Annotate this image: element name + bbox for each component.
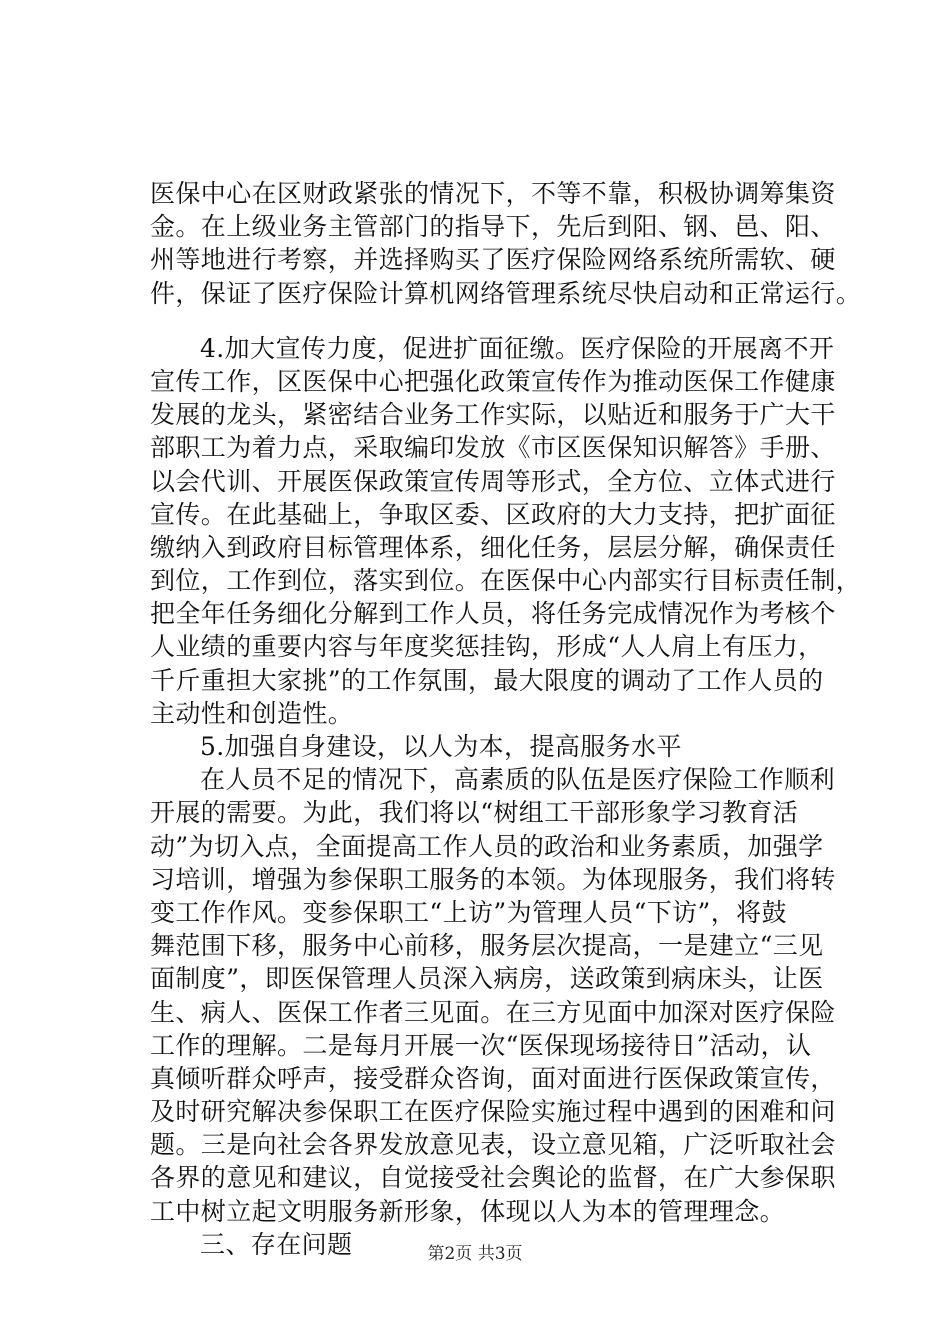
text-line: 面制度”，即医保管理人员深入病房，送政策到病床头，让医	[150, 964, 824, 994]
paragraph-gap	[150, 310, 850, 332]
text-line: 部职工为着力点，采取编印发放《市区医保知识解答》手册、	[150, 433, 836, 463]
document-body	[150, 177, 862, 1261]
heading-self-building: 5.加强自身建设，以人为本，提高服务水平	[200, 732, 682, 761]
text-line: 州等地进行考察，并选择购买了医疗保险网络系统所需软、硬	[150, 245, 836, 275]
text-line: 到位，工作到位，落实到位。在医保中心内部实行目标责任制，	[150, 566, 862, 596]
text-line: 医保中心在区财政紧张的情况下，不等不靠，积极协调筹集资	[150, 179, 836, 208]
text-line: 变工作作风。变参保职工“上访”为管理人员“下访”，将鼓	[150, 897, 787, 927]
text-line: 开展的需要。为此，我们将以“树组工干部形象学习教育活	[150, 798, 799, 828]
text-line: 4.加大宣传力度，促进扩面征缴。医疗保险的开展离不开	[200, 333, 835, 363]
text-line: 人业绩的重要内容与年度奖惩挂钩，形成“人人肩上有压力，	[150, 632, 824, 662]
paragraph-publicity	[150, 332, 862, 730]
text-line: 把全年任务细化分解到工作人员，将任务完成情况作为考核个	[150, 599, 836, 629]
text-line: 工中树立起文明服务新形象，体现以人为本的管理理念。	[150, 1196, 786, 1226]
text-line: 在人员不足的情况下，高素质的队伍是医疗保险工作顺利	[200, 765, 836, 795]
text-line: 件，保证了医疗保险计算机网络管理系统尽快启动和正常运行。	[150, 278, 862, 308]
section-heading-problems: 三、存在问题	[200, 1229, 353, 1259]
text-line: 生、病人、医保工作者三见面。在三方见面中加深对医疗保险	[150, 997, 836, 1027]
text-line: 宣传。在此基础上，争取区委、区政府的大力支持，把扩面征	[150, 499, 836, 529]
paragraph-service	[150, 763, 850, 1228]
text-line: 发展的龙头，紧密结合业务工作实际，以贴近和服务于广大干	[150, 400, 836, 430]
text-line: 金。在上级业务主管部门的指导下，先后到阳、钢、邑、阳、	[150, 212, 836, 242]
text-line: 工作的理解。二是每月开展一次“医保现场接待日”活动，认	[150, 1030, 812, 1060]
text-line: 缴纳入到政府目标管理体系，细化任务，层层分解，确保责任	[150, 532, 836, 562]
text-line: 以会代训、开展医保政策宣传周等形式，全方位、立体式进行	[150, 466, 836, 496]
text-line: 习培训，增强为参保职工服务的本领。为体现服务，我们将转	[150, 864, 836, 894]
text-line: 千斤重担大家挑”的工作氛围，最大限度的调动了工作人员的	[150, 665, 824, 695]
text-line: 动”为切入点，全面提高工作人员的政治和业务素质，加强学	[150, 831, 824, 861]
text-line: 各界的意见和建议，自觉接受社会舆论的监督，在广大参保职	[150, 1163, 836, 1193]
text-line: 宣传工作，区医保中心把强化政策宣传作为推动医保工作健康	[150, 366, 836, 396]
paragraph-funding	[150, 177, 862, 310]
text-line: 真倾听群众呼声，接受群众咨询，面对面进行医保政策宣传，	[150, 1063, 836, 1093]
text-line: 及时研究解决参保职工在医疗保险实施过程中遇到的困难和问	[150, 1097, 836, 1127]
text-line: 题。三是向社会各界发放意见表，设立意见箱，广泛听取社会	[150, 1130, 836, 1160]
text-line: 主动性和创造性。	[150, 698, 354, 728]
text-line: 舞范围下移，服务中心前移，服务层次提高，一是建立“三见	[150, 931, 824, 961]
page-number-footer: 第2页 共3页	[427, 1244, 523, 1264]
